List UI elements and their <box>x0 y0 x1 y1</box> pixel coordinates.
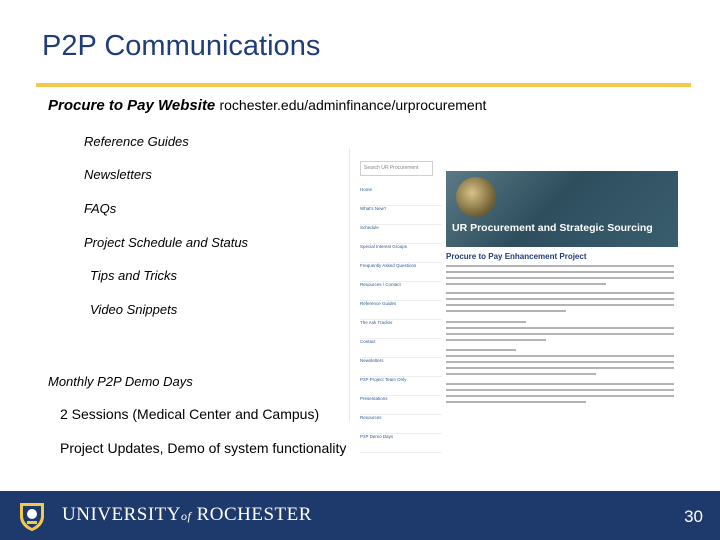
thumb-sidebar-nav <box>360 187 442 453</box>
thumb-text-line <box>446 401 586 403</box>
page-number: 30 <box>684 507 703 526</box>
website-heading <box>48 97 486 114</box>
thumb-text-line <box>446 292 674 294</box>
thumb-text-line <box>446 349 516 351</box>
website-screenshot <box>349 149 683 439</box>
thumb-text-line <box>446 355 674 357</box>
thumb-text-line <box>446 327 674 329</box>
thumb-nav-item: Resources / Contact <box>360 282 442 301</box>
footer-bar <box>0 491 720 540</box>
thumb-text-line <box>446 361 674 363</box>
thumb-text-line <box>446 298 674 300</box>
thumb-nav-item: Resources <box>360 415 442 434</box>
website-url[interactable]: rochester.edu/adminfinance/urprocurement <box>219 97 487 113</box>
university-wordmark <box>62 504 312 526</box>
thumb-text-line <box>446 321 526 323</box>
thumb-text-line <box>446 271 674 273</box>
thumb-text-line <box>446 383 674 385</box>
list-item-project-schedule: Project Schedule and Status <box>84 235 249 250</box>
thumb-text-line <box>446 389 674 391</box>
thumb-text-line <box>446 304 674 306</box>
thumb-nav-item: Home <box>360 187 442 206</box>
thumb-nav-item: Presentations <box>360 396 442 415</box>
university-seal-icon <box>16 500 48 532</box>
thumb-text-line <box>446 333 674 335</box>
list-item-reference-guides: Reference Guides <box>84 134 189 149</box>
thumb-banner <box>446 171 678 247</box>
wordmark-university: UNIVERSITY <box>62 504 181 525</box>
slide-title: P2P Communications <box>42 30 321 62</box>
thumb-nav-item: Contact <box>360 339 442 358</box>
thumb-nav-item: The Ask Tracker <box>360 320 442 339</box>
thumb-nav-item: P2P Demo Days <box>360 434 442 453</box>
list-item-tips-and-tricks: Tips and Tricks <box>90 268 178 283</box>
thumb-nav-item: Frequently Asked Questions <box>360 263 442 282</box>
wordmark-of: of <box>181 509 192 523</box>
list-item-faqs: FAQs <box>84 201 117 216</box>
thumb-banner-title: UR Procurement and Strategic Sourcing <box>452 222 653 234</box>
thumb-page-title: Procure to Pay Enhancement Project <box>446 252 587 261</box>
demo-item-sessions: 2 Sessions (Medical Center and Campus) <box>60 406 320 422</box>
wordmark-rochester: ROCHESTER <box>196 504 312 525</box>
thumb-nav-item: Reference Guides <box>360 301 442 320</box>
title-divider <box>36 83 691 87</box>
demo-days-heading: Monthly P2P Demo Days <box>48 374 193 389</box>
thumb-nav-item: P2P Project Team Only <box>360 377 442 396</box>
thumb-text-line <box>446 395 674 397</box>
thumb-nav-item: What's New? <box>360 206 442 225</box>
thumb-text-line <box>446 367 674 369</box>
thumb-nav-item: Newsletters <box>360 358 442 377</box>
website-heading-label: Procure to Pay Website <box>48 97 216 114</box>
thumb-text-line <box>446 373 596 375</box>
thumb-text-line <box>446 310 566 312</box>
demo-item-updates: Project Updates, Demo of system functionality <box>60 440 347 456</box>
thumb-text-line <box>446 265 674 267</box>
thumb-search-input: Search UR Procurement <box>360 161 433 176</box>
thumb-nav-item: Schedule <box>360 225 442 244</box>
thumb-text-line <box>446 283 606 285</box>
list-item-newsletters: Newsletters <box>84 167 152 182</box>
thumb-text-line <box>446 277 674 279</box>
thumb-nav-item: Special Interest Groups <box>360 244 442 263</box>
thumb-text-line <box>446 339 546 341</box>
door-knob-image <box>456 177 496 217</box>
list-item-video-snippets: Video Snippets <box>90 302 178 317</box>
